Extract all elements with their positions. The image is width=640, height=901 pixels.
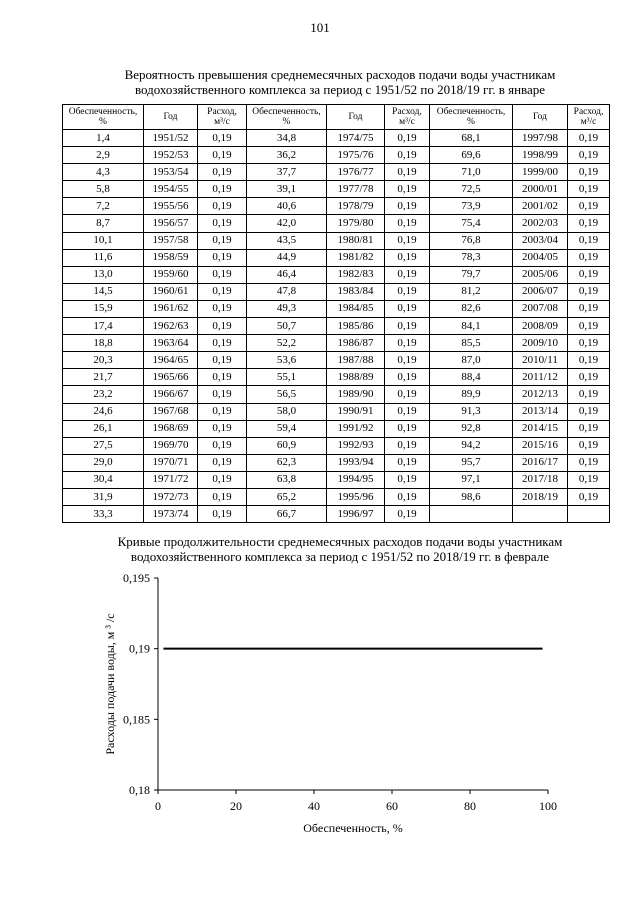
- table-cell: 4,3: [63, 164, 144, 181]
- table-cell: 1972/73: [144, 488, 198, 505]
- table-title-line1: Вероятность превышения среднемесячных расходов подачи воды участникам: [124, 67, 556, 82]
- y-tick-label: 0,195: [123, 571, 150, 585]
- table-header-cell: [198, 105, 247, 130]
- table-cell: [430, 506, 513, 523]
- table-cell: 2015/16: [513, 437, 568, 454]
- x-axis-label: Обеспеченность, %: [303, 821, 403, 835]
- table-cell: 2018/19: [513, 488, 568, 505]
- table-cell: 1979/80: [327, 215, 385, 232]
- table-cell: 47,8: [247, 283, 327, 300]
- header-line1: Год: [163, 112, 178, 122]
- chart-title-line2: водохозяйственного комплекса за период с 1951/52 по 2018/19 гг. в феврале: [130, 549, 550, 564]
- table-cell: 0,19: [198, 352, 247, 369]
- table-cell: 1977/78: [327, 181, 385, 198]
- table-row: [63, 266, 610, 283]
- table-cell: 1998/99: [513, 147, 568, 164]
- table-cell: 0,19: [385, 403, 430, 420]
- table-cell: 0,19: [198, 266, 247, 283]
- table-cell: 60,9: [247, 437, 327, 454]
- table-cell: 0,19: [385, 215, 430, 232]
- table-cell: 1997/98: [513, 130, 568, 147]
- chart-title: [60, 534, 620, 564]
- table-cell: 1957/58: [144, 232, 198, 249]
- table-cell: 76,8: [430, 232, 513, 249]
- table-cell: 1959/60: [144, 266, 198, 283]
- table-cell: 1952/53: [144, 147, 198, 164]
- table-cell: 0,19: [568, 249, 610, 266]
- table-cell: 15,9: [63, 300, 144, 317]
- table-row: [63, 403, 610, 420]
- header-line2: %: [467, 117, 475, 127]
- table-header-cell: [63, 105, 144, 130]
- table-cell: 1976/77: [327, 164, 385, 181]
- table-cell: 7,2: [63, 198, 144, 215]
- table-cell: 1985/86: [327, 318, 385, 335]
- table-row: [63, 249, 610, 266]
- table-cell: 1958/59: [144, 249, 198, 266]
- table-cell: 8,7: [63, 215, 144, 232]
- table-cell: 0,19: [385, 318, 430, 335]
- table-cell: 2010/11: [513, 352, 568, 369]
- table-cell: 0,19: [385, 506, 430, 523]
- table-cell: 1974/75: [327, 130, 385, 147]
- table-cell: 0,19: [198, 232, 247, 249]
- table-cell: 0,19: [198, 130, 247, 147]
- table-cell: 49,3: [247, 300, 327, 317]
- header-line1: Обеспеченность,: [436, 107, 506, 117]
- table-cell: 1983/84: [327, 283, 385, 300]
- table-cell: 30,4: [63, 471, 144, 488]
- table-cell: 53,6: [247, 352, 327, 369]
- table-cell: 0,19: [568, 164, 610, 181]
- table-cell: 29,0: [63, 454, 144, 471]
- x-tick-label: 40: [308, 799, 320, 813]
- table-cell: 0,19: [198, 335, 247, 352]
- table-cell: 0,19: [568, 420, 610, 437]
- table-cell: 2003/04: [513, 232, 568, 249]
- header-line1: Расход,: [207, 107, 237, 117]
- table-cell: 1990/91: [327, 403, 385, 420]
- x-tick-label: 0: [155, 799, 161, 813]
- table-cell: 75,4: [430, 215, 513, 232]
- table-cell: 0,19: [568, 215, 610, 232]
- table-row: [63, 198, 610, 215]
- table-cell: 0,19: [568, 386, 610, 403]
- table-cell: 0,19: [198, 420, 247, 437]
- table-row: [63, 352, 610, 369]
- table-header-cell: [513, 105, 568, 130]
- table-cell: 24,6: [63, 403, 144, 420]
- chart-title-line1: Кривые продолжительности среднемесячных расходов подачи воды участникам: [117, 534, 563, 549]
- table-cell: 27,5: [63, 437, 144, 454]
- table-cell: 37,7: [247, 164, 327, 181]
- table-cell: 0,19: [198, 506, 247, 523]
- table-cell: 92,8: [430, 420, 513, 437]
- table-cell: 0,19: [568, 198, 610, 215]
- table-cell: 1994/95: [327, 471, 385, 488]
- table-cell: 31,9: [63, 488, 144, 505]
- table-cell: 1966/67: [144, 386, 198, 403]
- table-cell: 87,0: [430, 352, 513, 369]
- table-cell: 2017/18: [513, 471, 568, 488]
- table-cell: 65,2: [247, 488, 327, 505]
- table-cell: 1963/64: [144, 335, 198, 352]
- table-cell: 10,1: [63, 232, 144, 249]
- header-line1: Обеспеченность,: [252, 107, 321, 117]
- table-cell: 0,19: [385, 232, 430, 249]
- table-cell: 1993/94: [327, 454, 385, 471]
- table-cell: 2002/03: [513, 215, 568, 232]
- table-cell: 0,19: [385, 164, 430, 181]
- table-cell: 0,19: [198, 198, 247, 215]
- table-cell: 23,2: [63, 386, 144, 403]
- y-tick-label: 0,18: [129, 783, 150, 797]
- table-cell: 68,1: [430, 130, 513, 147]
- header-line2: %: [282, 117, 291, 127]
- table-cell: 0,19: [385, 266, 430, 283]
- table-cell: 1967/68: [144, 403, 198, 420]
- table-cell: 63,8: [247, 471, 327, 488]
- table-cell: 79,7: [430, 266, 513, 283]
- table-cell: 0,19: [568, 335, 610, 352]
- table-cell: 1955/56: [144, 198, 198, 215]
- table-cell: 0,19: [385, 369, 430, 386]
- table-cell: 2000/01: [513, 181, 568, 198]
- table-cell: 0,19: [198, 283, 247, 300]
- header-line1: Расход,: [392, 107, 422, 117]
- table-cell: 0,19: [568, 283, 610, 300]
- table-cell: 39,1: [247, 181, 327, 198]
- table-cell: 20,3: [63, 352, 144, 369]
- table-cell: 69,6: [430, 147, 513, 164]
- table-cell: 2008/09: [513, 318, 568, 335]
- table-cell: 0,19: [198, 300, 247, 317]
- table-cell: 2009/10: [513, 335, 568, 352]
- table-cell: 0,19: [568, 437, 610, 454]
- table-cell: 33,3: [63, 506, 144, 523]
- table-cell: 1978/79: [327, 198, 385, 215]
- table-cell: 0,19: [198, 318, 247, 335]
- table-cell: 2001/02: [513, 198, 568, 215]
- table-cell: 0,19: [198, 403, 247, 420]
- probability-table: [62, 104, 610, 523]
- table-cell: 0,19: [198, 454, 247, 471]
- table-cell: 13,0: [63, 266, 144, 283]
- header-line1: Обеспеченность,: [68, 107, 138, 117]
- table-cell: 0,19: [385, 420, 430, 437]
- table-cell: 1989/90: [327, 386, 385, 403]
- table-title-line2: водохозяйственного комплекса за период с 1951/52 по 2018/19 гг. в январе: [134, 82, 546, 97]
- table-cell: 43,5: [247, 232, 327, 249]
- table-cell: 1956/57: [144, 215, 198, 232]
- table-cell: 84,1: [430, 318, 513, 335]
- table-title: [60, 67, 620, 97]
- table-row: [63, 335, 610, 352]
- table-cell: 97,1: [430, 471, 513, 488]
- table-cell: 0,19: [385, 386, 430, 403]
- table-cell: 1964/65: [144, 352, 198, 369]
- table-cell: 1961/62: [144, 300, 198, 317]
- table-cell: 1991/92: [327, 420, 385, 437]
- table-cell: 71,0: [430, 164, 513, 181]
- table-cell: 5,8: [63, 181, 144, 198]
- table-cell: 0,19: [568, 318, 610, 335]
- table-cell: 2013/14: [513, 403, 568, 420]
- table-cell: 0,19: [385, 181, 430, 198]
- table-row: [63, 369, 610, 386]
- table-cell: 73,9: [430, 198, 513, 215]
- table-header-cell: [327, 105, 385, 130]
- table-cell: 1996/97: [327, 506, 385, 523]
- table-cell: 89,9: [430, 386, 513, 403]
- table-cell: 82,6: [430, 300, 513, 317]
- table-cell: 0,19: [568, 232, 610, 249]
- table-cell: 1987/88: [327, 352, 385, 369]
- table-cell: 95,7: [430, 454, 513, 471]
- table-cell: 0,19: [385, 352, 430, 369]
- table-header-cell: [247, 105, 327, 130]
- table-cell: 1960/61: [144, 283, 198, 300]
- table-cell: 17,4: [63, 318, 144, 335]
- table-header-cell: [144, 105, 198, 130]
- table-row: [63, 300, 610, 317]
- table-cell: 21,7: [63, 369, 144, 386]
- table-cell: 0,19: [385, 335, 430, 352]
- table-cell: 2005/06: [513, 266, 568, 283]
- table-cell: [513, 506, 568, 523]
- table-cell: 2004/05: [513, 249, 568, 266]
- table-cell: 2007/08: [513, 300, 568, 317]
- table-cell: 0,19: [198, 181, 247, 198]
- table-cell: 0,19: [568, 471, 610, 488]
- table-cell: 1995/96: [327, 488, 385, 505]
- table-cell: 1999/00: [513, 164, 568, 181]
- table-cell: 91,3: [430, 403, 513, 420]
- header-line2: м³/с: [214, 117, 230, 127]
- table-cell: 81,2: [430, 283, 513, 300]
- table-cell: 1988/89: [327, 369, 385, 386]
- table-cell: 1980/81: [327, 232, 385, 249]
- table-cell: 26,1: [63, 420, 144, 437]
- table-cell: 56,5: [247, 386, 327, 403]
- table-header-cell: [568, 105, 610, 130]
- table-cell: 1,4: [63, 130, 144, 147]
- table-cell: 1981/82: [327, 249, 385, 266]
- header-line1: Год: [348, 112, 363, 122]
- table-cell: 98,6: [430, 488, 513, 505]
- table-row: [63, 164, 610, 181]
- table-cell: 2,9: [63, 147, 144, 164]
- x-tick-label: 60: [386, 799, 398, 813]
- table-row: [63, 488, 610, 505]
- table-cell: 1954/55: [144, 181, 198, 198]
- table-cell: 0,19: [385, 249, 430, 266]
- table-cell: 0,19: [568, 181, 610, 198]
- table-cell: 0,19: [568, 369, 610, 386]
- table-cell: 0,19: [385, 198, 430, 215]
- table-cell: 1969/70: [144, 437, 198, 454]
- table-row: [63, 471, 610, 488]
- x-tick-label: 100: [539, 799, 557, 813]
- table-row: [63, 232, 610, 249]
- table-row: [63, 506, 610, 523]
- table-cell: 1992/93: [327, 437, 385, 454]
- table-cell: 1973/74: [144, 506, 198, 523]
- table-cell: 0,19: [198, 488, 247, 505]
- table-cell: 1965/66: [144, 369, 198, 386]
- table-cell: 40,6: [247, 198, 327, 215]
- table-cell: 2006/07: [513, 283, 568, 300]
- table-cell: 1984/85: [327, 300, 385, 317]
- table-cell: 34,8: [247, 130, 327, 147]
- table-header-row: [63, 105, 610, 130]
- table-cell: 14,5: [63, 283, 144, 300]
- table-row: [63, 454, 610, 471]
- table-cell: 0,19: [568, 147, 610, 164]
- table-cell: 50,7: [247, 318, 327, 335]
- table-cell: 0,19: [385, 437, 430, 454]
- table-row: [63, 181, 610, 198]
- header-line2: м³/с: [580, 117, 597, 127]
- table-cell: 0,19: [568, 130, 610, 147]
- table-cell: 0,19: [198, 369, 247, 386]
- table-cell: [568, 506, 610, 523]
- table-row: [63, 215, 610, 232]
- table-cell: 0,19: [385, 300, 430, 317]
- table-cell: 0,19: [198, 471, 247, 488]
- table-cell: 52,2: [247, 335, 327, 352]
- table-cell: 59,4: [247, 420, 327, 437]
- table-cell: 46,4: [247, 266, 327, 283]
- table-header-cell: [430, 105, 513, 130]
- table-cell: 2016/17: [513, 454, 568, 471]
- table-cell: 2012/13: [513, 386, 568, 403]
- header-line1: Год: [533, 112, 547, 122]
- table-cell: 0,19: [385, 454, 430, 471]
- table-cell: 0,19: [385, 471, 430, 488]
- table-row: [63, 130, 610, 147]
- table-cell: 1970/71: [144, 454, 198, 471]
- duration-curve-chart: [90, 566, 580, 841]
- table-cell: 0,19: [198, 164, 247, 181]
- table-cell: 62,3: [247, 454, 327, 471]
- table-cell: 0,19: [568, 352, 610, 369]
- table-header-cell: [385, 105, 430, 130]
- table-cell: 11,6: [63, 249, 144, 266]
- table-cell: 42,0: [247, 215, 327, 232]
- table-cell: 0,19: [198, 147, 247, 164]
- table-cell: 1986/87: [327, 335, 385, 352]
- table-cell: 44,9: [247, 249, 327, 266]
- table-cell: 1971/72: [144, 471, 198, 488]
- table-cell: 0,19: [568, 266, 610, 283]
- table-cell: 85,5: [430, 335, 513, 352]
- table-cell: 0,19: [568, 403, 610, 420]
- table-cell: 0,19: [385, 488, 430, 505]
- table-cell: 0,19: [568, 488, 610, 505]
- table-cell: 2011/12: [513, 369, 568, 386]
- table-cell: 94,2: [430, 437, 513, 454]
- table-cell: 0,19: [568, 454, 610, 471]
- table-cell: 0,19: [198, 215, 247, 232]
- table-cell: 0,19: [198, 386, 247, 403]
- table-cell: 1953/54: [144, 164, 198, 181]
- table-cell: 0,19: [385, 130, 430, 147]
- table-cell: 1975/76: [327, 147, 385, 164]
- table-cell: 0,19: [198, 437, 247, 454]
- x-tick-label: 20: [230, 799, 242, 813]
- table-row: [63, 420, 610, 437]
- table-cell: 0,19: [568, 300, 610, 317]
- table-cell: 36,2: [247, 147, 327, 164]
- table-cell: 2014/15: [513, 420, 568, 437]
- table-cell: 58,0: [247, 403, 327, 420]
- table-cell: 0,19: [198, 249, 247, 266]
- table-cell: 88,4: [430, 369, 513, 386]
- y-tick-label: 0,19: [129, 641, 150, 656]
- header-line2: %: [99, 117, 107, 127]
- table-cell: 1962/63: [144, 318, 198, 335]
- table-row: [63, 318, 610, 335]
- table-cell: 66,7: [247, 506, 327, 523]
- table-row: [63, 386, 610, 403]
- table-cell: 78,3: [430, 249, 513, 266]
- y-axis-label: Расходы подачи воды, м ³ /с: [103, 613, 117, 755]
- table-cell: 0,19: [385, 147, 430, 164]
- table-cell: 1951/52: [144, 130, 198, 147]
- table-body: [63, 130, 610, 523]
- table-cell: 55,1: [247, 369, 327, 386]
- table-row: [63, 283, 610, 300]
- table-row: [63, 147, 610, 164]
- table-row: [63, 437, 610, 454]
- header-line2: м³/с: [399, 117, 415, 127]
- page-number: 101: [310, 20, 330, 35]
- y-tick-label: 0,185: [123, 712, 150, 727]
- table-cell: 18,8: [63, 335, 144, 352]
- table-cell: 0,19: [385, 283, 430, 300]
- header-line1: Расход,: [573, 107, 604, 117]
- table-cell: 1968/69: [144, 420, 198, 437]
- table-cell: 1982/83: [327, 266, 385, 283]
- x-tick-label: 80: [464, 799, 476, 813]
- table-cell: 72,5: [430, 181, 513, 198]
